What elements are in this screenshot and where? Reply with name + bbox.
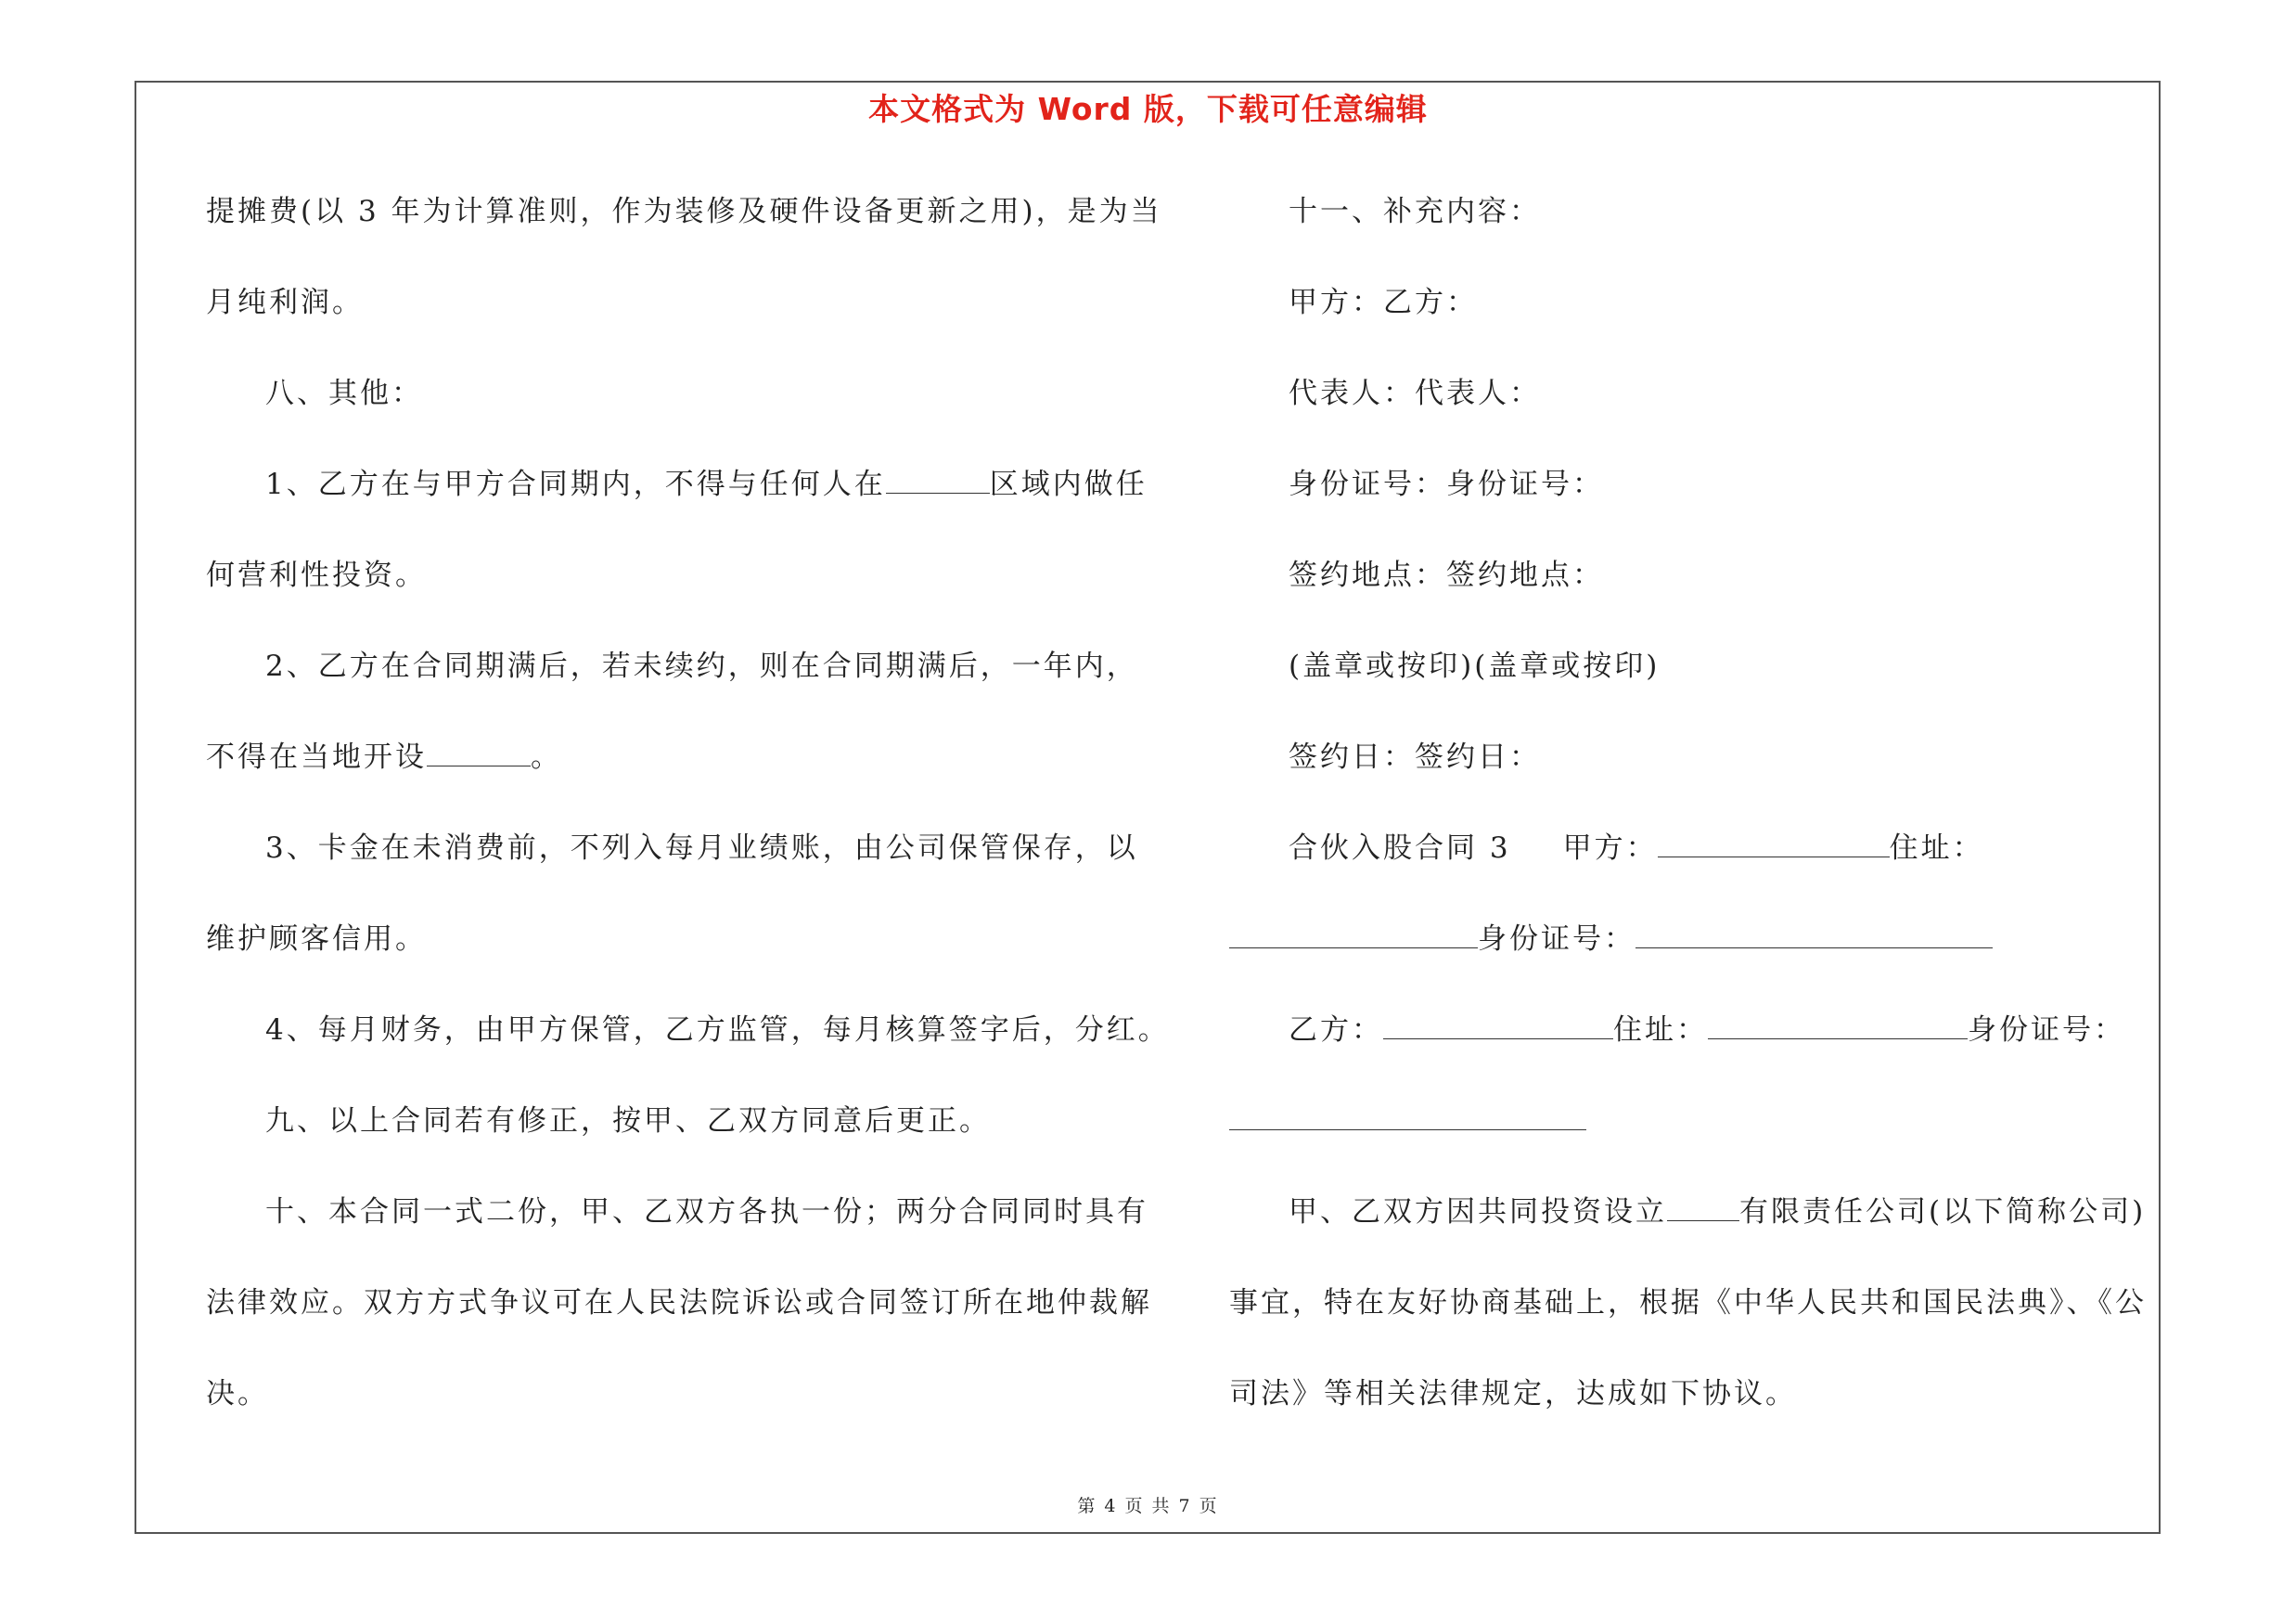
clause-text: 有限责任公司(以下简称公司)	[1739, 1195, 2147, 1229]
id-number-label: 身份证号：	[1478, 922, 1635, 956]
fill-in-blank	[1635, 914, 1993, 948]
fill-in-blank	[1229, 914, 1478, 948]
paragraph-line: 法律效应。双方方式争议可在人民法院诉讼或合同签订所在地仲裁解	[206, 1286, 1152, 1320]
clause-line: 3、卡金在未消费前，不列入每月业绩账，由公司保管保存，以	[265, 831, 1138, 865]
clause-text: 。	[531, 741, 562, 774]
clause-text: 甲、乙双方因共同投资设立	[1289, 1195, 1667, 1229]
fill-in-blank	[1383, 1005, 1613, 1039]
paragraph-line	[1229, 1182, 2155, 1273]
clause-line: 4、每月财务，由甲方保管，乙方监管，每月核算签字后，分红。	[265, 1013, 1170, 1047]
clause-text: 区域内做任	[989, 468, 1148, 501]
party-field-line	[1229, 1000, 2155, 1091]
party-b-label: 乙方：	[1289, 1013, 1383, 1047]
fill-in-blank	[886, 459, 990, 494]
signature-field: 签约日：签约日：	[1289, 741, 1541, 774]
fill-in-blank	[427, 732, 531, 766]
paragraph-line: 司法》等相关法律规定，达成如下协议。	[1229, 1377, 1797, 1410]
fill-in-blank	[1708, 1005, 1968, 1039]
signature-field: (盖章或按印)(盖章或按印)	[1289, 650, 1661, 683]
clause-line: 2、乙方在合同期满后，若未续约，则在合同期满后，一年内，	[265, 650, 1138, 683]
paragraph-line: 提摊费(以 3 年为计算准则，作为装修及硬件设备更新之用)，是为当	[206, 195, 1162, 228]
clause-line	[206, 455, 1152, 546]
party-a-label: 甲方：	[1562, 831, 1658, 865]
section-heading: 十、本合同一式二份，甲、乙双方各执一份；两分合同同时具有	[265, 1195, 1148, 1229]
paragraph-line: 何营利性投资。	[206, 559, 427, 592]
header-banner: 本文格式为 Word 版，下载可任意编辑	[868, 91, 1428, 127]
right-column	[1229, 182, 2155, 1455]
paragraph-line: 维护顾客信用。	[206, 922, 427, 956]
clause-text: 不得在当地开设	[206, 741, 427, 774]
id-number-label: 身份证号：	[1968, 1013, 2125, 1047]
clause-text: 1、乙方在与甲方合同期内，不得与任何人在	[265, 468, 886, 501]
paragraph-line: 事宜，特在友好协商基础上，根据《中华人民共和国民法典》、《公	[1229, 1286, 2147, 1320]
fill-in-blank	[1229, 1096, 1586, 1130]
address-label: 住址：	[1889, 831, 1984, 865]
paragraph-line: 决。	[206, 1377, 269, 1410]
fill-in-blank	[1658, 823, 1890, 857]
signature-field: 代表人：代表人：	[1289, 377, 1541, 410]
section-heading: 八、其他：	[265, 377, 423, 410]
left-column	[206, 182, 1170, 1455]
signature-field: 签约地点：签约地点：	[1289, 559, 1604, 592]
signature-field: 身份证号：身份证号：	[1289, 468, 1604, 501]
signature-field: 甲方：乙方：	[1289, 286, 1478, 319]
party-field-line	[1229, 1091, 2155, 1182]
paragraph-line	[206, 728, 1152, 818]
page-number: 第 4 页 共 7 页	[1077, 1496, 1219, 1516]
fill-in-blank	[1667, 1187, 1739, 1221]
contract-title: 合伙入股合同 3	[1289, 831, 1511, 865]
party-field-line	[1229, 909, 2155, 1000]
contract-title-line	[1229, 818, 2155, 909]
paragraph-line: 月纯利润。	[206, 286, 364, 319]
section-heading: 九、以上合同若有修正，按甲、乙双方同意后更正。	[265, 1104, 991, 1138]
address-label: 住址：	[1613, 1013, 1708, 1047]
section-heading: 十一、补充内容：	[1289, 195, 1541, 228]
